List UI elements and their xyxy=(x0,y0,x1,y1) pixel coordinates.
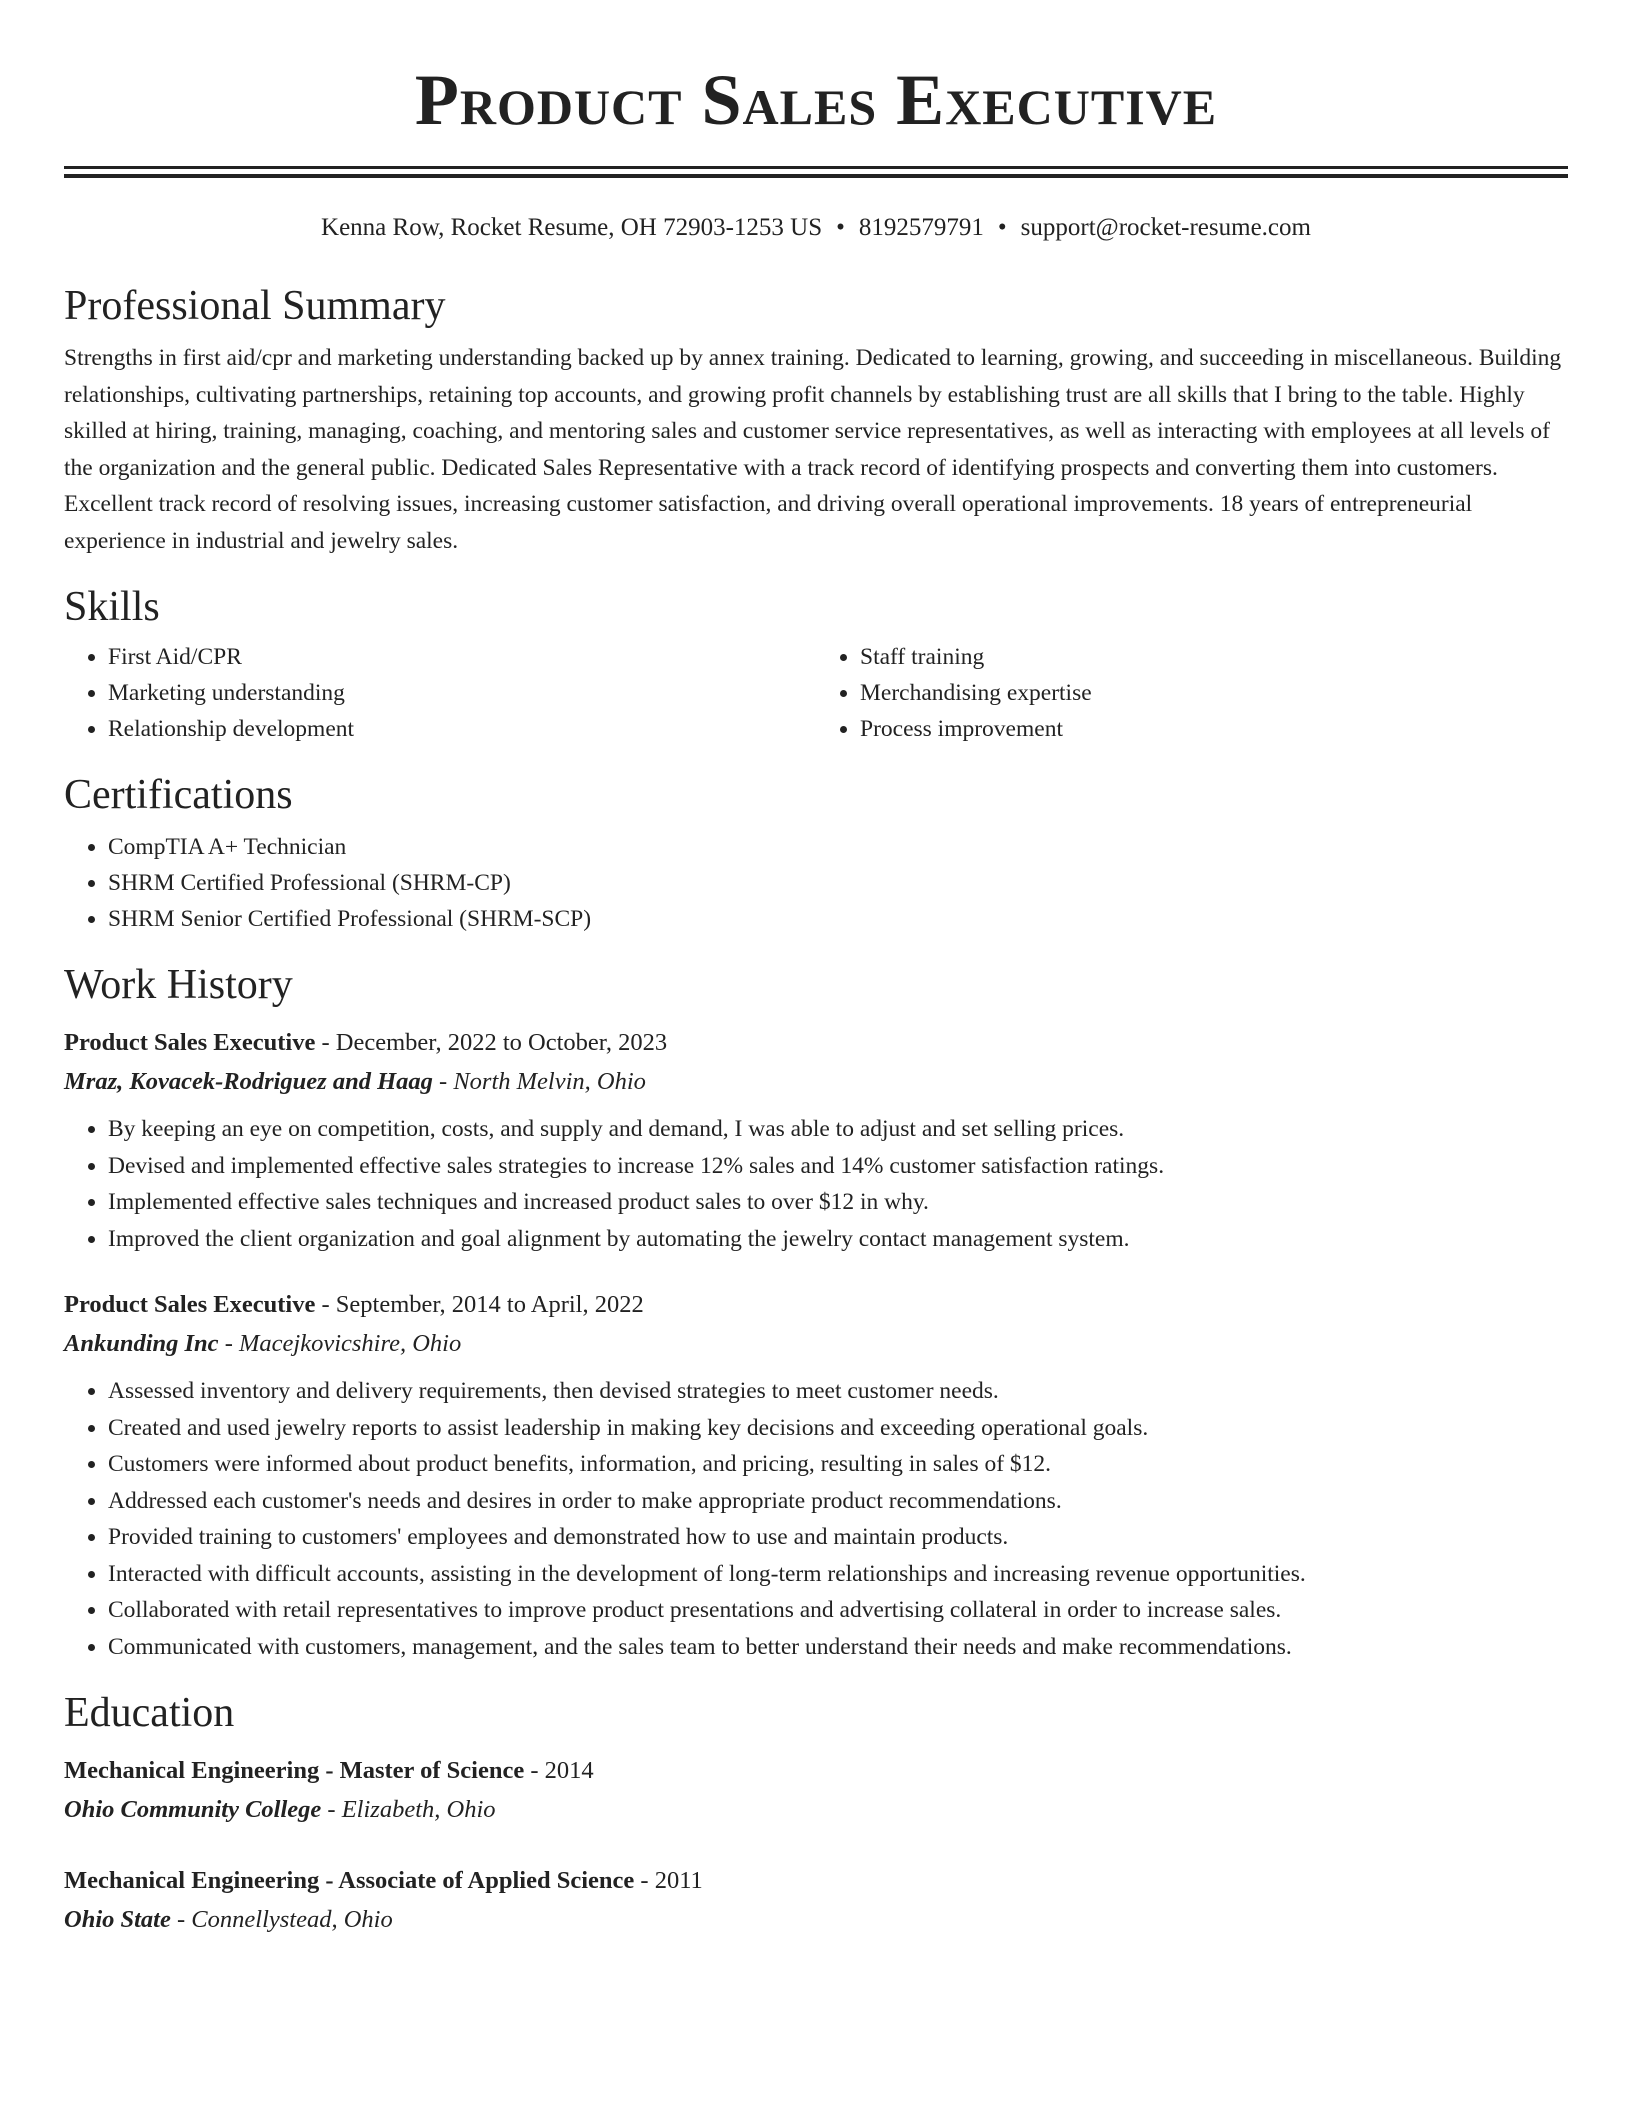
job-location: Macejkovicshire, Ohio xyxy=(238,1330,462,1357)
contact-address: Kenna Row, Rocket Resume, OH 72903-1253 US xyxy=(321,214,823,241)
job-company-line: Mraz, Kovacek-Rodriguez and Haag - North Melvin, Ohio xyxy=(64,1068,646,1095)
job-title: Product Sales Executive xyxy=(64,1029,316,1056)
title-rule-bottom xyxy=(64,174,1568,178)
job-bullet: • Assessed inventory and delivery requirements, then devised strategies to meet customer needs. xyxy=(108,1373,1568,1410)
resume-title: Product Sales Executive xyxy=(414,60,1218,140)
skills-column-right xyxy=(816,639,1568,747)
job-dates: December, 2022 to October, 2023 xyxy=(335,1029,668,1056)
job-location: North Melvin, Ohio xyxy=(453,1068,646,1095)
education-degree-line: Mechanical Engineering - Associate of Applied Science - 2011 xyxy=(64,1867,703,1894)
job-title: Product Sales Executive xyxy=(64,1291,316,1318)
education-year: 2014 xyxy=(544,1757,594,1784)
skill-item: • Staff training xyxy=(860,639,1568,675)
education-school: Ohio State xyxy=(64,1906,171,1933)
job-dates: September, 2014 to April, 2022 xyxy=(335,1291,644,1318)
job-bullet: • Devised and implemented effective sales strategies to increase 12% sales and 14% customer satisfaction ratings. xyxy=(108,1148,1568,1185)
skill-item: • Merchandising expertise xyxy=(860,675,1568,711)
job-title-line: Product Sales Executive - December, 2022 to October, 2023 xyxy=(64,1029,668,1056)
job-bullets xyxy=(64,1111,1568,1257)
work-history-heading: Work History xyxy=(64,962,293,1008)
skill-item: • Process improvement xyxy=(860,711,1568,747)
summary-text: Strengths in first aid/cpr and marketing understanding backed up by annex training. Dedicated to learning, growing, and succeeding in miscellaneous. Building relationships, cultivating partnerships, retaining top accounts, and growing profit channels by establishing trust are all skills that I bring to the table. Highly skilled at hiring, training, managing, coaching, and mentoring sales and customer service representatives, as well as interacting with employees at all levels of the organization and the general public. Dedicated Sales Representative with a track record of identifying prospects and converting them into customers. Excellent track record of resolving issues, increasing customer satisfaction, and driving overall operational improvements. 18 years of entrepreneurial experience in industrial and jewelry sales. xyxy=(64,345,1562,554)
job-company-line: Ankunding Inc - Macejkovicshire, Ohio xyxy=(64,1330,462,1357)
skill-item: • First Aid/CPR xyxy=(108,639,816,675)
job-bullet: • By keeping an eye on competition, costs, and supply and demand, I was able to adjust and set selling prices. xyxy=(108,1111,1568,1148)
contact-line xyxy=(64,212,1568,244)
job-bullet: • Provided training to customers' employees and demonstrated how to use and maintain products. xyxy=(108,1519,1568,1556)
education-degree-line: Mechanical Engineering - Master of Science - 2014 xyxy=(64,1757,594,1784)
certification-item: • SHRM Senior Certified Professional (SHRM-SCP) xyxy=(108,901,1568,937)
skills-column-left xyxy=(64,639,816,747)
job-bullet: • Created and used jewelry reports to assist leadership in making key decisions and exceeding operational goals. xyxy=(108,1410,1568,1447)
job-bullet: • Addressed each customer's needs and desires in order to make appropriate product recommendations. xyxy=(108,1483,1568,1520)
education-location: Connellystead, Ohio xyxy=(191,1906,393,1933)
education-school-line: Ohio Community College - Elizabeth, Ohio xyxy=(64,1796,496,1823)
certification-item: • CompTIA A+ Technician xyxy=(108,829,1568,865)
education-school: Ohio Community College xyxy=(64,1796,322,1823)
certification-item: • SHRM Certified Professional (SHRM-CP) xyxy=(108,865,1568,901)
skill-item: • Relationship development xyxy=(108,711,816,747)
job-bullet: • Communicated with customers, management, and the sales team to better understand their needs and make recommendations. xyxy=(108,1629,1568,1666)
job-company: Mraz, Kovacek-Rodriguez and Haag xyxy=(64,1068,433,1095)
job-bullet: • Collaborated with retail representatives to improve product presentations and advertising collateral in order to increase sales. xyxy=(108,1592,1568,1629)
education-degree: Mechanical Engineering - Associate of Applied Science xyxy=(64,1867,635,1894)
job-title-line: Product Sales Executive - September, 2014 to April, 2022 xyxy=(64,1291,644,1318)
job-bullets xyxy=(64,1373,1568,1665)
certifications-heading: Certifications xyxy=(64,772,293,818)
education-heading: Education xyxy=(64,1690,235,1736)
education-school-line: Ohio State - Connellystead, Ohio xyxy=(64,1906,393,1933)
contact-phone: 8192579791 xyxy=(858,214,984,241)
skill-item: • Marketing understanding xyxy=(108,675,816,711)
education-entry xyxy=(64,1751,1568,1829)
education-degree: Mechanical Engineering - Master of Science xyxy=(64,1757,525,1784)
summary-heading: Professional Summary xyxy=(64,283,446,329)
job-entry xyxy=(64,1023,1568,1257)
contact-separator: • xyxy=(836,214,845,241)
certifications-list xyxy=(64,829,1568,937)
title-rule-top xyxy=(64,166,1568,169)
contact-separator: • xyxy=(997,214,1007,241)
education-entry xyxy=(64,1861,1568,1939)
job-entry xyxy=(64,1285,1568,1665)
skills-list xyxy=(64,639,1568,747)
skills-heading: Skills xyxy=(64,584,160,630)
contact-email: support@rocket-resume.com xyxy=(1020,214,1311,241)
education-year: 2011 xyxy=(654,1867,703,1894)
job-bullet: • Customers were informed about product benefits, information, and pricing, resulting in sales of $12. xyxy=(108,1446,1568,1483)
job-bullet: • Implemented effective sales techniques and increased product sales to over $12 in why. xyxy=(108,1184,1568,1221)
job-company: Ankunding Inc xyxy=(64,1330,219,1357)
job-bullet: • Improved the client organization and goal alignment by automating the jewelry contact management system. xyxy=(108,1221,1568,1258)
job-bullet: • Interacted with difficult accounts, assisting in the development of long-term relationships and increasing revenue opportunities. xyxy=(108,1556,1568,1593)
education-location: Elizabeth, Ohio xyxy=(341,1796,496,1823)
